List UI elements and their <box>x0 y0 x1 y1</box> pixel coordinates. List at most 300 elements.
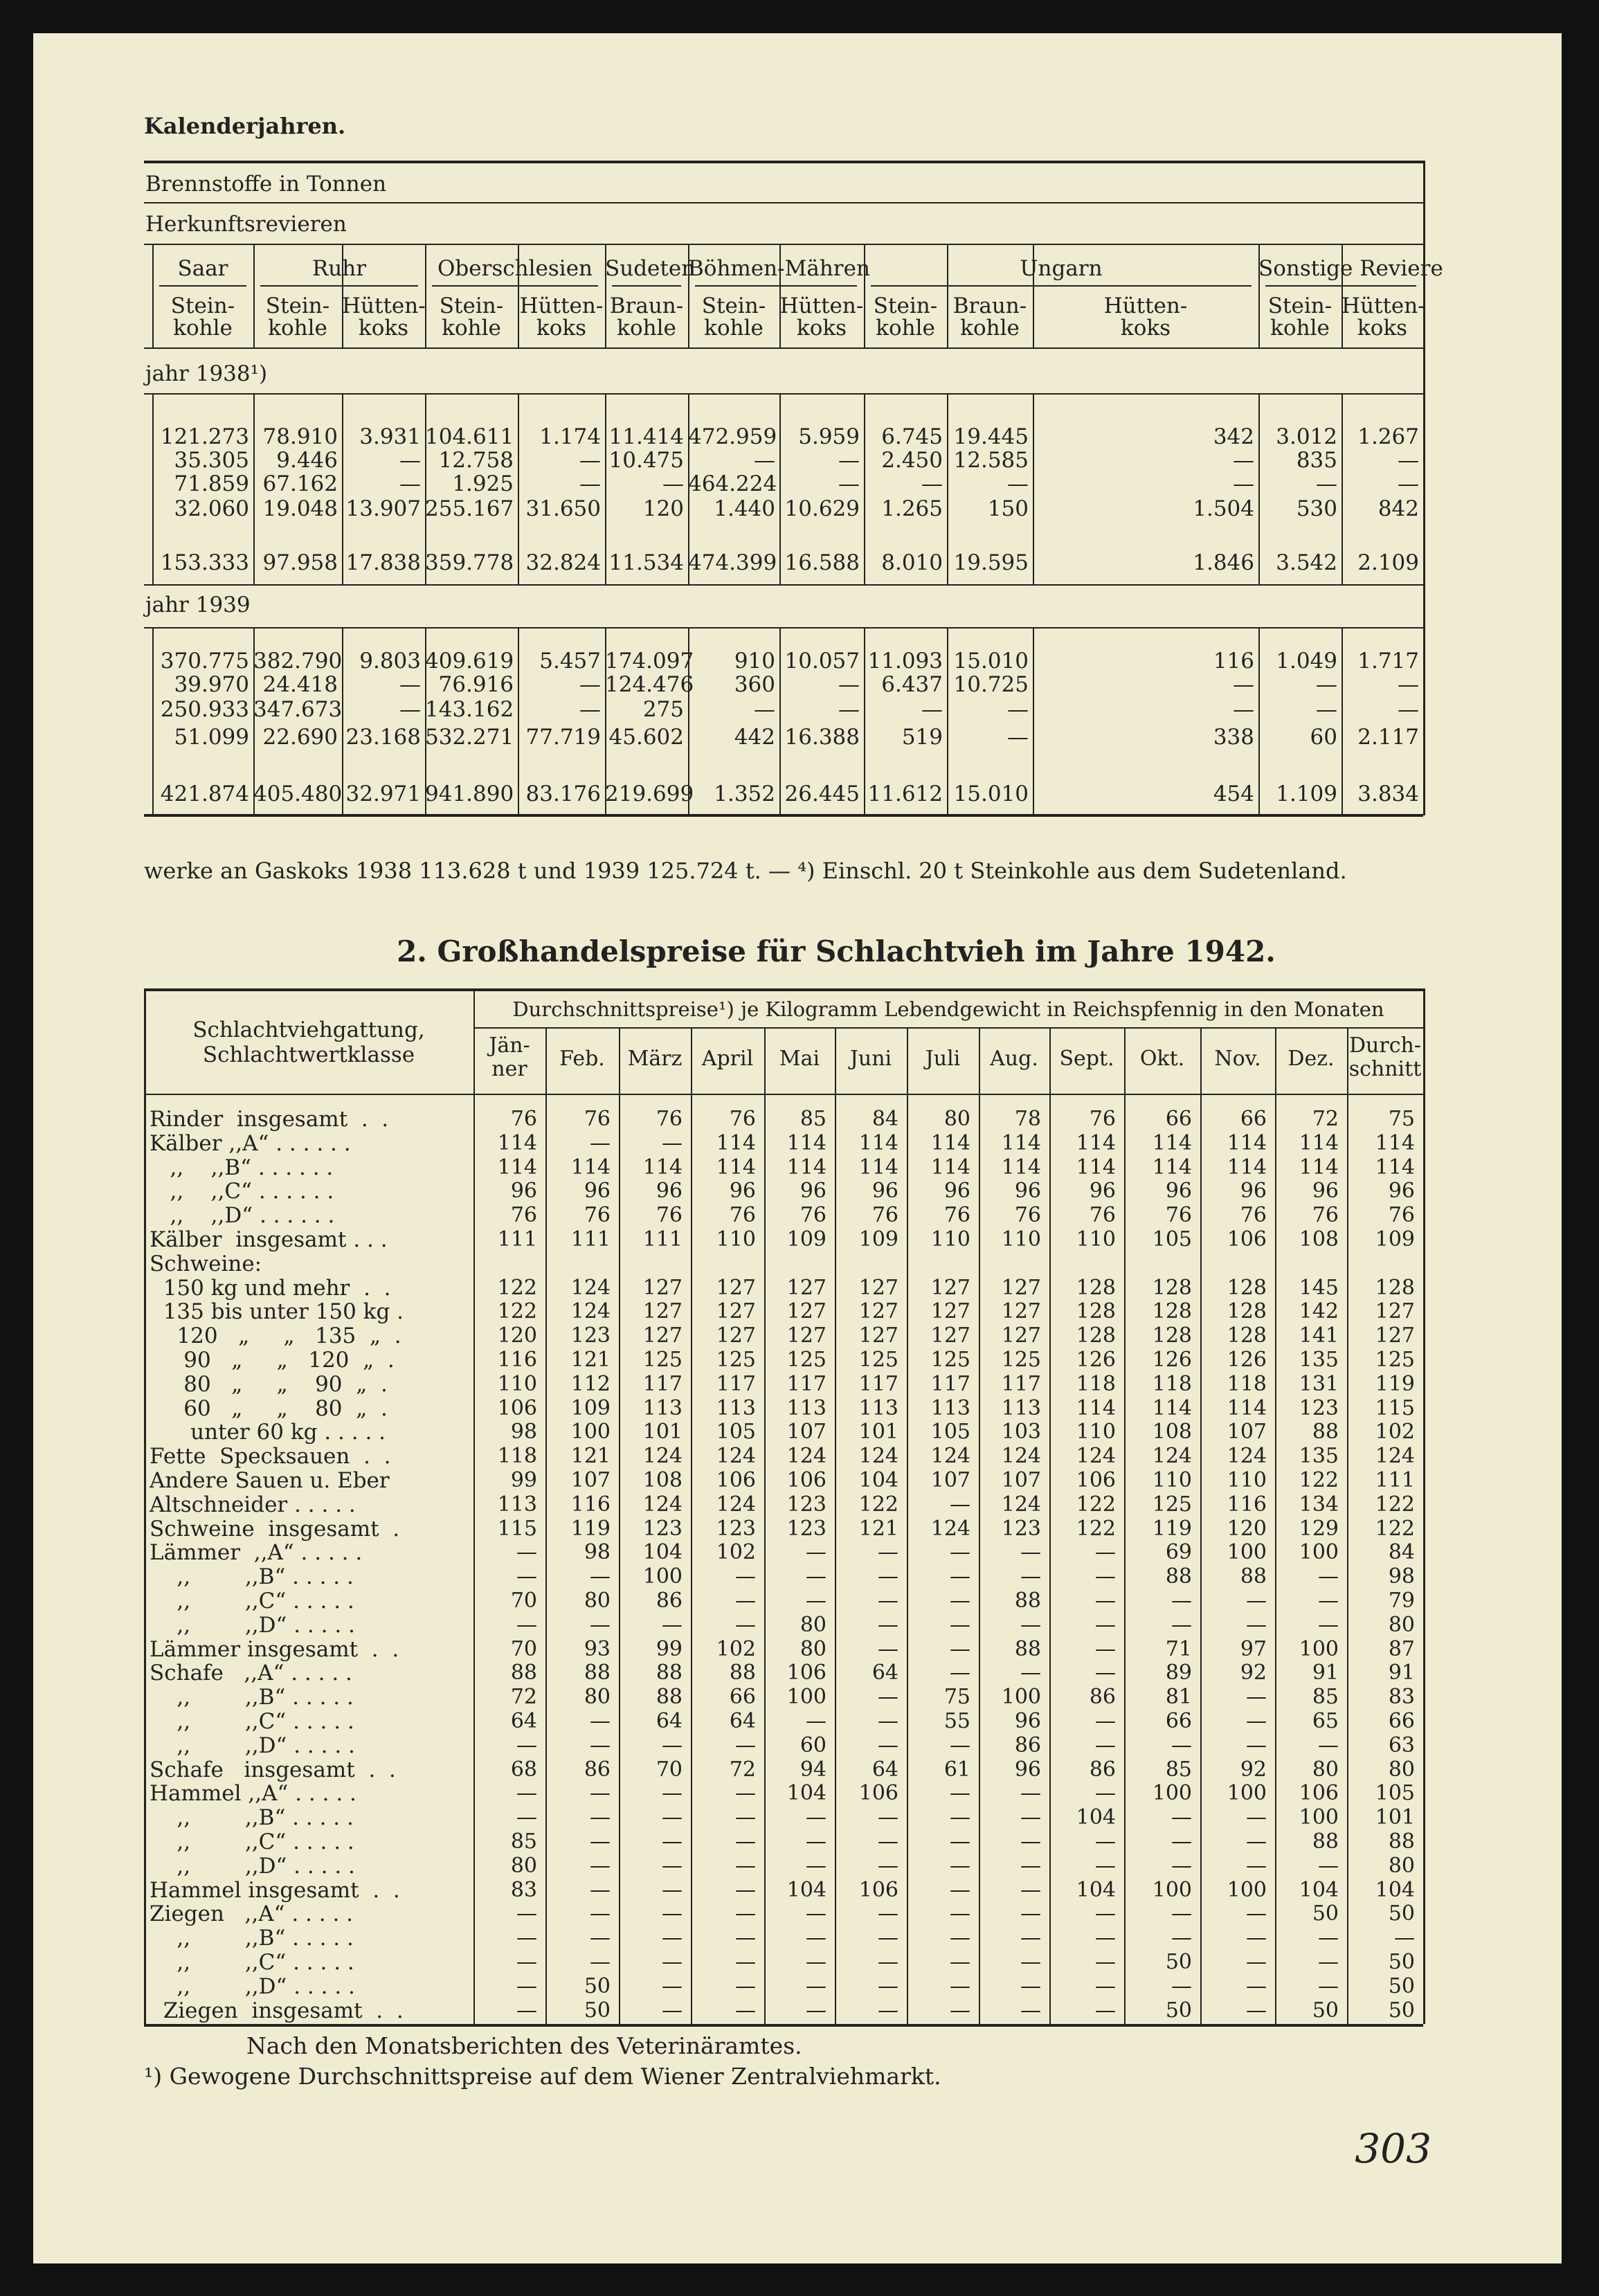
price-cell: 72 <box>729 1757 756 1782</box>
price-cell: — <box>1171 1805 1192 1829</box>
price-cell: 127 <box>930 1299 970 1323</box>
price-cell: 84 <box>1388 1540 1415 1564</box>
price-cell: — <box>1246 1733 1267 1757</box>
price-cell: — <box>878 1613 898 1637</box>
price-cell: 127 <box>858 1276 898 1300</box>
price-cell: — <box>878 1950 898 1974</box>
table-cell: 76.916 <box>438 672 514 697</box>
table-cell: — <box>399 672 421 697</box>
price-cell: 114 <box>930 1155 970 1179</box>
section-label-1939: jahr 1939 <box>145 593 251 617</box>
price-cell: 100 <box>1152 1781 1192 1805</box>
table-cell: 530 <box>1296 496 1337 521</box>
price-cell: 127 <box>786 1276 826 1300</box>
price-cell: 104 <box>1375 1878 1415 1902</box>
table-cell: 360 <box>734 672 775 697</box>
price-cell: 96 <box>871 1179 898 1203</box>
price-cell: 113 <box>930 1396 970 1420</box>
column-divider <box>779 393 781 584</box>
total-cell: 11.534 <box>608 550 684 575</box>
price-cell: 50 <box>1312 1901 1339 1926</box>
price-cell: 127 <box>1375 1323 1415 1348</box>
price-cell: — <box>662 1926 683 1950</box>
group-underline <box>260 285 418 287</box>
price-cell: 127 <box>716 1276 756 1300</box>
price-cell: 114 <box>1076 1131 1116 1155</box>
rule <box>144 347 1423 349</box>
table-cell: 31.650 <box>525 496 601 521</box>
price-cell: 124 <box>1001 1444 1041 1468</box>
price-cell: 110 <box>930 1227 970 1251</box>
column-divider <box>779 244 781 347</box>
price-cell: — <box>516 1564 537 1589</box>
table-cell: — <box>579 448 601 473</box>
price-cell: — <box>1246 1926 1267 1950</box>
table-cell: 5.457 <box>539 649 601 674</box>
price-cell: 89 <box>1165 1661 1192 1685</box>
column-divider <box>1033 627 1034 814</box>
row-label: 80 „ „ 90 „ . <box>150 1372 388 1397</box>
col-header-line2: koks <box>1120 316 1171 341</box>
table-cell: 464.224 <box>688 471 777 496</box>
price-cell: 88 <box>656 1661 683 1685</box>
row-label: ,, ,,B“ . . . . . <box>150 1564 354 1589</box>
price-cell: 124 <box>1375 1444 1415 1468</box>
total-cell: 32.971 <box>345 781 421 806</box>
group-header: Böhmen-Mähren <box>688 256 870 281</box>
price-cell: 127 <box>786 1323 826 1348</box>
table-cell: — <box>399 697 421 722</box>
price-cell: 80 <box>943 1107 970 1131</box>
price-cell: 127 <box>716 1299 756 1323</box>
table-cell: — <box>1398 448 1419 473</box>
table-cell: 1.925 <box>452 471 514 496</box>
table-right-border <box>1423 161 1425 815</box>
price-cell: 80 <box>584 1685 611 1709</box>
price-cell: — <box>806 1709 826 1733</box>
month-header: Nov. <box>1214 1047 1261 1071</box>
price-cell: 124 <box>1001 1492 1041 1517</box>
price-cell: 111 <box>497 1227 537 1251</box>
table-cell: — <box>1398 672 1419 697</box>
price-cell: 76 <box>1165 1203 1192 1227</box>
table-cell: 409.619 <box>425 649 514 674</box>
month-header: Juni <box>849 1047 892 1071</box>
table-cell: 32.060 <box>174 496 249 521</box>
price-cell: 98 <box>510 1420 537 1444</box>
price-cell: 63 <box>1388 1733 1415 1757</box>
price-cell: 124 <box>786 1444 826 1468</box>
price-cell: — <box>1318 1564 1339 1589</box>
table-cell: — <box>1398 471 1419 496</box>
price-cell: 114 <box>858 1131 898 1155</box>
price-cell: 101 <box>858 1420 898 1444</box>
table-cell: — <box>399 471 421 496</box>
price-cell: 96 <box>1089 1179 1116 1203</box>
table-cell: 1.174 <box>539 424 601 449</box>
price-cell: 76 <box>1240 1203 1267 1227</box>
price-cell: — <box>590 1854 611 1878</box>
row-label: 90 „ „ 120 „ . <box>150 1348 395 1373</box>
row-label: ,, ,,B“ . . . . . <box>150 1805 354 1830</box>
price-cell: 104 <box>642 1540 683 1564</box>
column-divider <box>688 627 689 814</box>
price-cell: — <box>806 1564 826 1589</box>
price-cell: 109 <box>1375 1227 1415 1251</box>
row-label: Hammel ,,A“ . . . . . <box>150 1781 356 1806</box>
col-header-line2: kohle <box>173 316 233 341</box>
price-cell: — <box>950 1564 970 1589</box>
price-cell: 96 <box>510 1179 537 1203</box>
row-label: ,, ,,B“ . . . . . . <box>150 1155 334 1180</box>
price-cell: 110 <box>1227 1468 1267 1492</box>
price-cell: 96 <box>656 1179 683 1203</box>
price-footnote: ¹) Gewogene Durchschnittspreise auf dem Wiener Zentralviehmarkt. <box>144 2063 941 2090</box>
price-cell: 86 <box>1089 1757 1116 1782</box>
price-cell: 114 <box>786 1155 826 1179</box>
price-cell: 135 <box>1299 1348 1339 1372</box>
price-cell: 80 <box>1388 1757 1415 1782</box>
rule <box>144 393 1423 395</box>
price-cell: — <box>1318 1974 1339 1998</box>
price-cell: 122 <box>1299 1468 1339 1492</box>
price-cell: — <box>662 1998 683 2023</box>
price-cell: — <box>1171 1829 1192 1854</box>
price-cell: 85 <box>800 1107 826 1131</box>
table-bottom-rule <box>144 2024 1423 2027</box>
table-cell: 51.099 <box>174 725 249 750</box>
price-cell: 110 <box>1076 1420 1116 1444</box>
table-cell: — <box>921 697 943 722</box>
column-divider <box>688 393 689 584</box>
price-cell: 92 <box>1240 1661 1267 1685</box>
col-header-line2: koks <box>358 316 409 341</box>
price-cell: 126 <box>1227 1348 1267 1372</box>
price-cell: — <box>662 1805 683 1829</box>
price-cell: 100 <box>1227 1878 1267 1902</box>
column-divider <box>425 244 426 347</box>
price-cell: — <box>806 1854 826 1878</box>
price-cell: — <box>950 1589 970 1613</box>
column-divider <box>907 1027 908 2024</box>
price-cell: — <box>590 1829 611 1854</box>
price-cell: 69 <box>1165 1540 1192 1564</box>
table-cell: 124.476 <box>605 672 694 697</box>
row-label: ,, ,,C“ . . . . . <box>150 1950 354 1975</box>
price-cell: 114 <box>716 1155 756 1179</box>
price-cell: 78 <box>1014 1107 1041 1131</box>
price-cell: 100 <box>1299 1805 1339 1829</box>
row-label: ,, ,,C“ . . . . . <box>150 1709 354 1734</box>
table-cell: 71.859 <box>174 471 249 496</box>
price-cell: 112 <box>570 1372 611 1396</box>
price-cell: 110 <box>1001 1227 1041 1251</box>
column-divider <box>425 393 426 584</box>
table-cell: 11.414 <box>608 424 684 449</box>
price-cell: — <box>590 1950 611 1974</box>
price-cell: 128 <box>1152 1299 1192 1323</box>
total-cell: 8.010 <box>881 550 943 575</box>
header-origin-label: Herkunftsrevieren <box>145 212 347 237</box>
column-divider <box>979 1027 980 2024</box>
price-cell: 117 <box>930 1372 970 1396</box>
price-cell: — <box>590 1781 611 1805</box>
price-cell: 125 <box>1375 1348 1415 1372</box>
row-label: 120 „ „ 135 „ . <box>150 1323 401 1348</box>
row-label: ,, ,,C“ . . . . . <box>150 1589 354 1613</box>
price-cell: — <box>878 1564 898 1589</box>
price-cell: — <box>735 1829 756 1854</box>
table-cell: — <box>1233 471 1254 496</box>
top-heading: Kalenderjahren. <box>144 113 346 139</box>
price-cell: 124 <box>1076 1444 1116 1468</box>
price-cell: 114 <box>1375 1131 1415 1155</box>
table-cell: — <box>838 448 860 473</box>
column-divider <box>947 627 948 814</box>
price-cell: 114 <box>1152 1131 1192 1155</box>
table-cell: 519 <box>901 725 943 750</box>
price-cell: 96 <box>1240 1179 1267 1203</box>
price-cell: — <box>1095 1564 1116 1589</box>
month-header: Okt. <box>1139 1047 1185 1071</box>
column-divider <box>1347 1027 1348 2024</box>
price-cell: — <box>590 1926 611 1950</box>
price-cell: — <box>806 1829 826 1854</box>
price-cell: 123 <box>1299 1396 1339 1420</box>
row-label: ,, ,,C“ . . . . . <box>150 1829 354 1854</box>
price-cell: — <box>1095 1950 1116 1974</box>
price-cell: 127 <box>1001 1276 1041 1300</box>
price-cell: 120 <box>1227 1517 1267 1541</box>
price-cell: 123 <box>786 1517 826 1541</box>
price-cell: 118 <box>497 1444 537 1468</box>
price-cell: — <box>806 1974 826 1998</box>
column-divider <box>1258 393 1260 584</box>
price-cell: 76 <box>800 1203 826 1227</box>
price-cell: 106 <box>786 1468 826 1492</box>
price-cell: — <box>735 1613 756 1637</box>
table-cell: 9.803 <box>359 649 421 674</box>
table-cell: 5.959 <box>798 424 860 449</box>
price-cell: 76 <box>1089 1107 1116 1131</box>
row-label: ,, ,,D“ . . . . . <box>150 1613 355 1638</box>
price-cell: — <box>950 1854 970 1878</box>
price-cell: 135 <box>1299 1444 1339 1468</box>
price-cell: 83 <box>510 1878 537 1902</box>
table-cell: 10.629 <box>784 496 860 521</box>
total-cell: 83.176 <box>525 781 601 806</box>
price-cell: 107 <box>1227 1420 1267 1444</box>
price-cell: — <box>1020 1878 1041 1902</box>
price-cell: 64 <box>871 1757 898 1782</box>
price-cell: 92 <box>1240 1757 1267 1782</box>
price-cell: 104 <box>1299 1878 1339 1902</box>
price-cell: 141 <box>1299 1323 1339 1348</box>
price-cell: 97 <box>1240 1637 1267 1661</box>
table-cell: 6.437 <box>881 672 943 697</box>
price-cell: 76 <box>729 1107 756 1131</box>
price-cell: 106 <box>858 1781 898 1805</box>
column-divider <box>619 1027 620 2024</box>
price-cell: — <box>878 1901 898 1926</box>
price-cell: — <box>950 1661 970 1685</box>
price-cell: 80 <box>800 1613 826 1637</box>
price-cell: 101 <box>642 1420 683 1444</box>
price-cell: 76 <box>510 1203 537 1227</box>
price-cell: 109 <box>858 1227 898 1251</box>
price-cell: — <box>950 1926 970 1950</box>
price-cell: 108 <box>1299 1227 1339 1251</box>
price-cell: 113 <box>786 1396 826 1420</box>
price-cell: 115 <box>497 1517 537 1541</box>
column-divider <box>1033 244 1034 347</box>
price-cell: 125 <box>930 1348 970 1372</box>
group-header: Ruhr <box>311 256 367 281</box>
column-divider <box>518 244 519 347</box>
price-cell: 50 <box>1388 1950 1415 1974</box>
price-cell: 86 <box>584 1757 611 1782</box>
price-cell: 96 <box>1388 1179 1415 1203</box>
price-cell: 114 <box>1227 1131 1267 1155</box>
price-cell: 113 <box>1001 1396 1041 1420</box>
row-label: Lämmer ,,A“ . . . . . <box>150 1540 363 1565</box>
price-cell: — <box>1095 1733 1116 1757</box>
col-header-line2: kohle <box>704 316 764 341</box>
price-cell: 93 <box>584 1637 611 1661</box>
column-divider <box>342 393 343 584</box>
table-cell: 121.273 <box>160 424 249 449</box>
price-cell: 122 <box>858 1492 898 1517</box>
table-cell: 150 <box>987 496 1029 521</box>
column-divider <box>518 627 519 814</box>
price-cell: — <box>662 1829 683 1854</box>
price-cell: 86 <box>1014 1733 1041 1757</box>
table-cell: 1.265 <box>881 496 943 521</box>
price-cell: — <box>1246 1613 1267 1637</box>
rule <box>144 244 1423 245</box>
price-cell: 124 <box>930 1517 970 1541</box>
price-cell: 128 <box>1152 1276 1192 1300</box>
price-cell: 134 <box>1299 1492 1339 1517</box>
price-cell: — <box>1095 1661 1116 1685</box>
price-cell: 114 <box>1299 1131 1339 1155</box>
price-cell: 76 <box>584 1107 611 1131</box>
price-cell: 113 <box>642 1396 683 1420</box>
table-cell: 1.504 <box>1193 496 1254 521</box>
column-divider <box>1200 1027 1202 2024</box>
fuel-table-footnote: werke an Gaskoks 1938 113.628 t und 1939 125.724 t. — ⁴) Einschl. 20 t Steinkohle aus dem Sudetenland. <box>144 858 1347 884</box>
price-cell: 104 <box>786 1878 826 1902</box>
price-cell: 50 <box>584 1974 611 1998</box>
table-cell: 67.162 <box>262 471 338 496</box>
column-divider <box>605 244 606 347</box>
price-cell: 88 <box>729 1661 756 1685</box>
price-cell: 125 <box>858 1348 898 1372</box>
price-cell: — <box>806 1805 826 1829</box>
table-left-border <box>144 988 146 2024</box>
column-divider <box>1124 1027 1126 2024</box>
price-cell: 106 <box>716 1468 756 1492</box>
price-cell: — <box>1020 1540 1041 1564</box>
col-header-line1: Hütten- <box>1103 293 1188 318</box>
row-label: Hammel insgesamt . . <box>150 1878 400 1903</box>
price-cell: 76 <box>1014 1203 1041 1227</box>
price-cell: 64 <box>729 1709 756 1733</box>
price-cell: 76 <box>1089 1203 1116 1227</box>
price-cell: 102 <box>716 1637 756 1661</box>
price-cell: 103 <box>1001 1420 1041 1444</box>
price-cell: 100 <box>642 1564 683 1589</box>
price-cell: 107 <box>786 1420 826 1444</box>
price-cell: — <box>878 1854 898 1878</box>
price-cell: 99 <box>510 1468 537 1492</box>
table-cell: 250.933 <box>160 697 249 722</box>
price-cell: 114 <box>642 1155 683 1179</box>
total-cell: 941.890 <box>425 781 514 806</box>
total-cell: 3.834 <box>1357 781 1419 806</box>
price-cell: — <box>878 1637 898 1661</box>
price-cell: — <box>590 1901 611 1926</box>
price-cell: 128 <box>1076 1299 1116 1323</box>
price-cell: 111 <box>1375 1468 1415 1492</box>
price-cell: 114 <box>1076 1396 1116 1420</box>
price-cell: 127 <box>642 1299 683 1323</box>
col-header-line2: kohle <box>268 316 327 341</box>
price-cell: — <box>1020 1998 1041 2023</box>
col-header-line2: koks <box>796 316 847 341</box>
price-cell: 128 <box>1076 1276 1116 1300</box>
price-cell: 80 <box>584 1589 611 1613</box>
price-cell: 72 <box>1312 1107 1339 1131</box>
price-cell: 88 <box>1388 1829 1415 1854</box>
price-cell: 114 <box>497 1131 537 1155</box>
price-cell: 114 <box>1076 1155 1116 1179</box>
price-cell: 142 <box>1299 1299 1339 1323</box>
price-cell: — <box>516 1998 537 2023</box>
rule <box>144 1094 1423 1095</box>
table-cell: 24.418 <box>262 672 338 697</box>
price-cell: 145 <box>1299 1276 1339 1300</box>
group-underline <box>432 285 598 287</box>
table-cell: 370.775 <box>160 649 249 674</box>
col-header-line1: Braun- <box>952 293 1027 318</box>
price-cell: 76 <box>656 1107 683 1131</box>
page <box>33 33 1562 2263</box>
total-cell: 16.588 <box>784 550 860 575</box>
price-cell: 88 <box>1014 1637 1041 1661</box>
price-cell: — <box>950 1540 970 1564</box>
price-cell: — <box>516 1805 537 1829</box>
price-cell: 101 <box>1375 1805 1415 1829</box>
month-header: Feb. <box>559 1047 605 1071</box>
price-cell: 50 <box>1388 1974 1415 1998</box>
table-cell: 842 <box>1377 496 1419 521</box>
header-fuel-label: Brennstoffe in Tonnen <box>145 172 387 197</box>
table-cell: 15.010 <box>953 649 1029 674</box>
price-cell: — <box>735 1733 756 1757</box>
row-label: 135 bis unter 150 kg . <box>150 1299 404 1324</box>
price-cell: 100 <box>786 1685 826 1709</box>
row-label: Schafe insgesamt . . <box>150 1757 396 1782</box>
table-cell: 3.931 <box>359 424 421 449</box>
price-cell: 91 <box>1312 1661 1339 1685</box>
price-cell: — <box>878 1805 898 1829</box>
price-cell: 125 <box>786 1348 826 1372</box>
column-divider <box>947 393 948 584</box>
price-cell: 102 <box>1375 1420 1415 1444</box>
price-cell: 68 <box>510 1757 537 1782</box>
price-cell: 128 <box>1152 1323 1192 1348</box>
